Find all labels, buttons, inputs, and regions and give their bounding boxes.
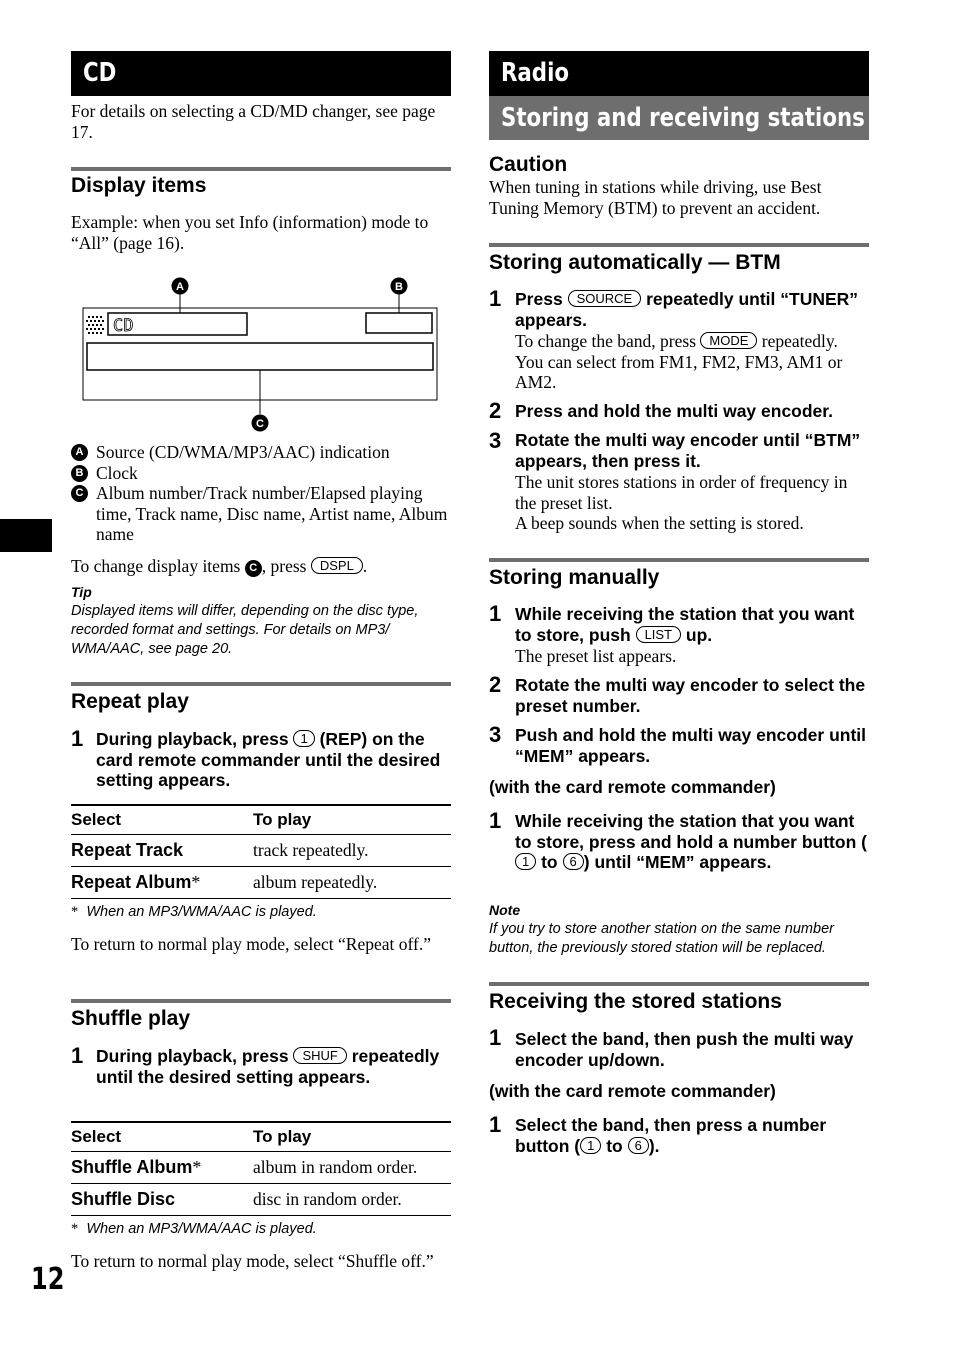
remote-heading: (with the card remote commander) [489, 777, 776, 797]
step-number: 1 [489, 808, 502, 833]
display-items-heading: Display items [71, 174, 207, 197]
legend-item: A Source (CD/WMA/MP3/AAC) indication [71, 442, 451, 463]
legend-item: C Album number/Track number/Elapsed playing time, Track name, Disc name, Artist name, Album name [71, 483, 451, 545]
shuffle-table [71, 1121, 451, 1216]
repeat-heading: Repeat play [71, 690, 189, 713]
table-row: Shuffle Disc disc in random order. [71, 1184, 451, 1216]
display-legend [71, 442, 451, 545]
list-button: LIST [636, 626, 681, 643]
caution-text: When tuning in stations while driving, use Best Tuning Memory (BTM) to prevent an accident. [489, 177, 822, 218]
shuffle-return-text: To return to normal play mode, select “Shuffle off.” [71, 1251, 434, 1271]
display-source-text: CD [113, 316, 134, 336]
btm-step-1-body: To change the band, press MODE repeatedly. You can select from FM1, FM2, FM3, AM1 or AM2. [515, 331, 843, 392]
table-header: Select [71, 1127, 122, 1146]
callout-a-label: A [176, 281, 184, 293]
callout-b-label: B [395, 281, 403, 293]
step-number: 2 [489, 398, 502, 423]
mode-button: MODE [700, 332, 757, 349]
tip-heading: Tip [71, 584, 92, 600]
note-text: If you try to store another station on the same number button, the previously stored station will be replaced. [489, 921, 834, 956]
cd-header: CD [71, 51, 451, 96]
remote-heading: (with the card remote commander) [489, 1081, 776, 1101]
section-rule [71, 682, 451, 686]
change-display-text: To change display items C , press DSPL . [71, 556, 368, 576]
callout-c-label: C [256, 418, 264, 430]
source-button: SOURCE [568, 290, 642, 307]
step-number: 1 [489, 601, 502, 626]
table-header: To play [253, 810, 312, 829]
section-rule [71, 999, 451, 1003]
receiving-step-1: Select the band, then push the multi way encoder up/down. [515, 1029, 854, 1070]
disc-icon [86, 316, 104, 334]
repeat-footnote: * When an MP3/WMA/AAC is played. [71, 904, 317, 920]
step-number: 2 [489, 672, 502, 697]
shuffle-footnote: * When an MP3/WMA/AAC is played. [71, 1221, 317, 1237]
legend-item: B Clock [71, 463, 451, 484]
manual-remote-step-1: While receiving the station that you want to store, press and hold a number button (1 to 6 ) until “MEM” appears. [515, 811, 867, 872]
shuffle-step: During playback, press SHUF repeatedly until the desired setting appears. [96, 1046, 440, 1087]
receiving-heading: Receiving the stored stations [489, 990, 782, 1013]
display-diagram [71, 272, 451, 434]
btm-step-1: Press SOURCE repeatedly until “TUNER” appears. [515, 289, 859, 330]
btm-step-3: Rotate the multi way encoder until “BTM” appears, then press it. [515, 430, 861, 471]
step-number: 3 [489, 722, 502, 747]
step-number: 1 [489, 1025, 502, 1050]
section-rule [71, 167, 451, 171]
number-button-1: 1 [515, 853, 536, 870]
number-button-6: 6 [563, 853, 584, 870]
step-number: 1 [71, 726, 84, 751]
repeat-return-text: To return to normal play mode, select “Repeat off.” [71, 934, 431, 954]
manual-step-3: Push and hold the multi way encoder until “MEM” appears. [515, 725, 866, 766]
rep-button: 1 [293, 730, 314, 747]
number-button-6: 6 [628, 1137, 649, 1154]
manual-step-1: While receiving the station that you want to store, push LIST up. [515, 604, 855, 645]
manual-step-1-body: The preset list appears. [515, 646, 677, 666]
page-number: 12 [31, 1262, 65, 1297]
manual-step-2: Rotate the multi way encoder to select the preset number. [515, 675, 866, 716]
receiving-remote-step-1: Select the band, then press a number button ( 1 to 6 ). [515, 1115, 827, 1156]
repeat-step: During playback, press 1 (REP) on the card remote commander until the desired setting appears. [96, 729, 441, 790]
clock-box [366, 313, 432, 333]
step-number: 3 [489, 428, 502, 453]
caution-heading: Caution [489, 153, 568, 176]
step-number: 1 [489, 286, 502, 311]
section-rule [489, 982, 869, 986]
repeat-table [71, 804, 451, 899]
table-row: Repeat Album* album repeatedly. [71, 867, 451, 899]
dspl-button: DSPL [311, 557, 363, 574]
number-button-1: 1 [580, 1137, 601, 1154]
table-header: To play [253, 1127, 312, 1146]
radio-header: Radio [489, 51, 869, 96]
table-row: Repeat Track track repeatedly. [71, 835, 451, 867]
note-heading: Note [489, 902, 521, 918]
step-number: 1 [71, 1043, 84, 1068]
table-header-row [71, 805, 451, 835]
display-example: Example: when you set Info (information) mode to “All” (page 16). [71, 212, 429, 253]
table-header-row [71, 1122, 451, 1152]
step-number: 1 [489, 1112, 502, 1137]
cd-intro: For details on selecting a CD/MD changer, see page 17. [71, 101, 436, 142]
info-box [87, 343, 433, 370]
section-rule [489, 243, 869, 247]
btm-step-3-body: The unit stores stations in order of frequency in the preset list. A beep sounds when the setting is stored. [515, 472, 848, 533]
sub-header: Storing and receiving stations [489, 96, 869, 140]
table-row: Shuffle Album* album in random order. [71, 1152, 451, 1184]
table-header: Select [71, 810, 122, 829]
btm-heading: Storing automatically — BTM [489, 251, 781, 274]
shuf-button: SHUF [293, 1047, 346, 1064]
tip-text: Displayed items will differ, depending on the disc type, recorded format and settings. For details on MP3/ WMA/AAC, see page 20. [71, 603, 419, 657]
manual-heading: Storing manually [489, 566, 660, 589]
btm-step-2: Press and hold the multi way encoder. [515, 401, 833, 421]
section-tab [0, 519, 52, 552]
section-rule [489, 558, 869, 562]
shuffle-heading: Shuffle play [71, 1007, 191, 1030]
